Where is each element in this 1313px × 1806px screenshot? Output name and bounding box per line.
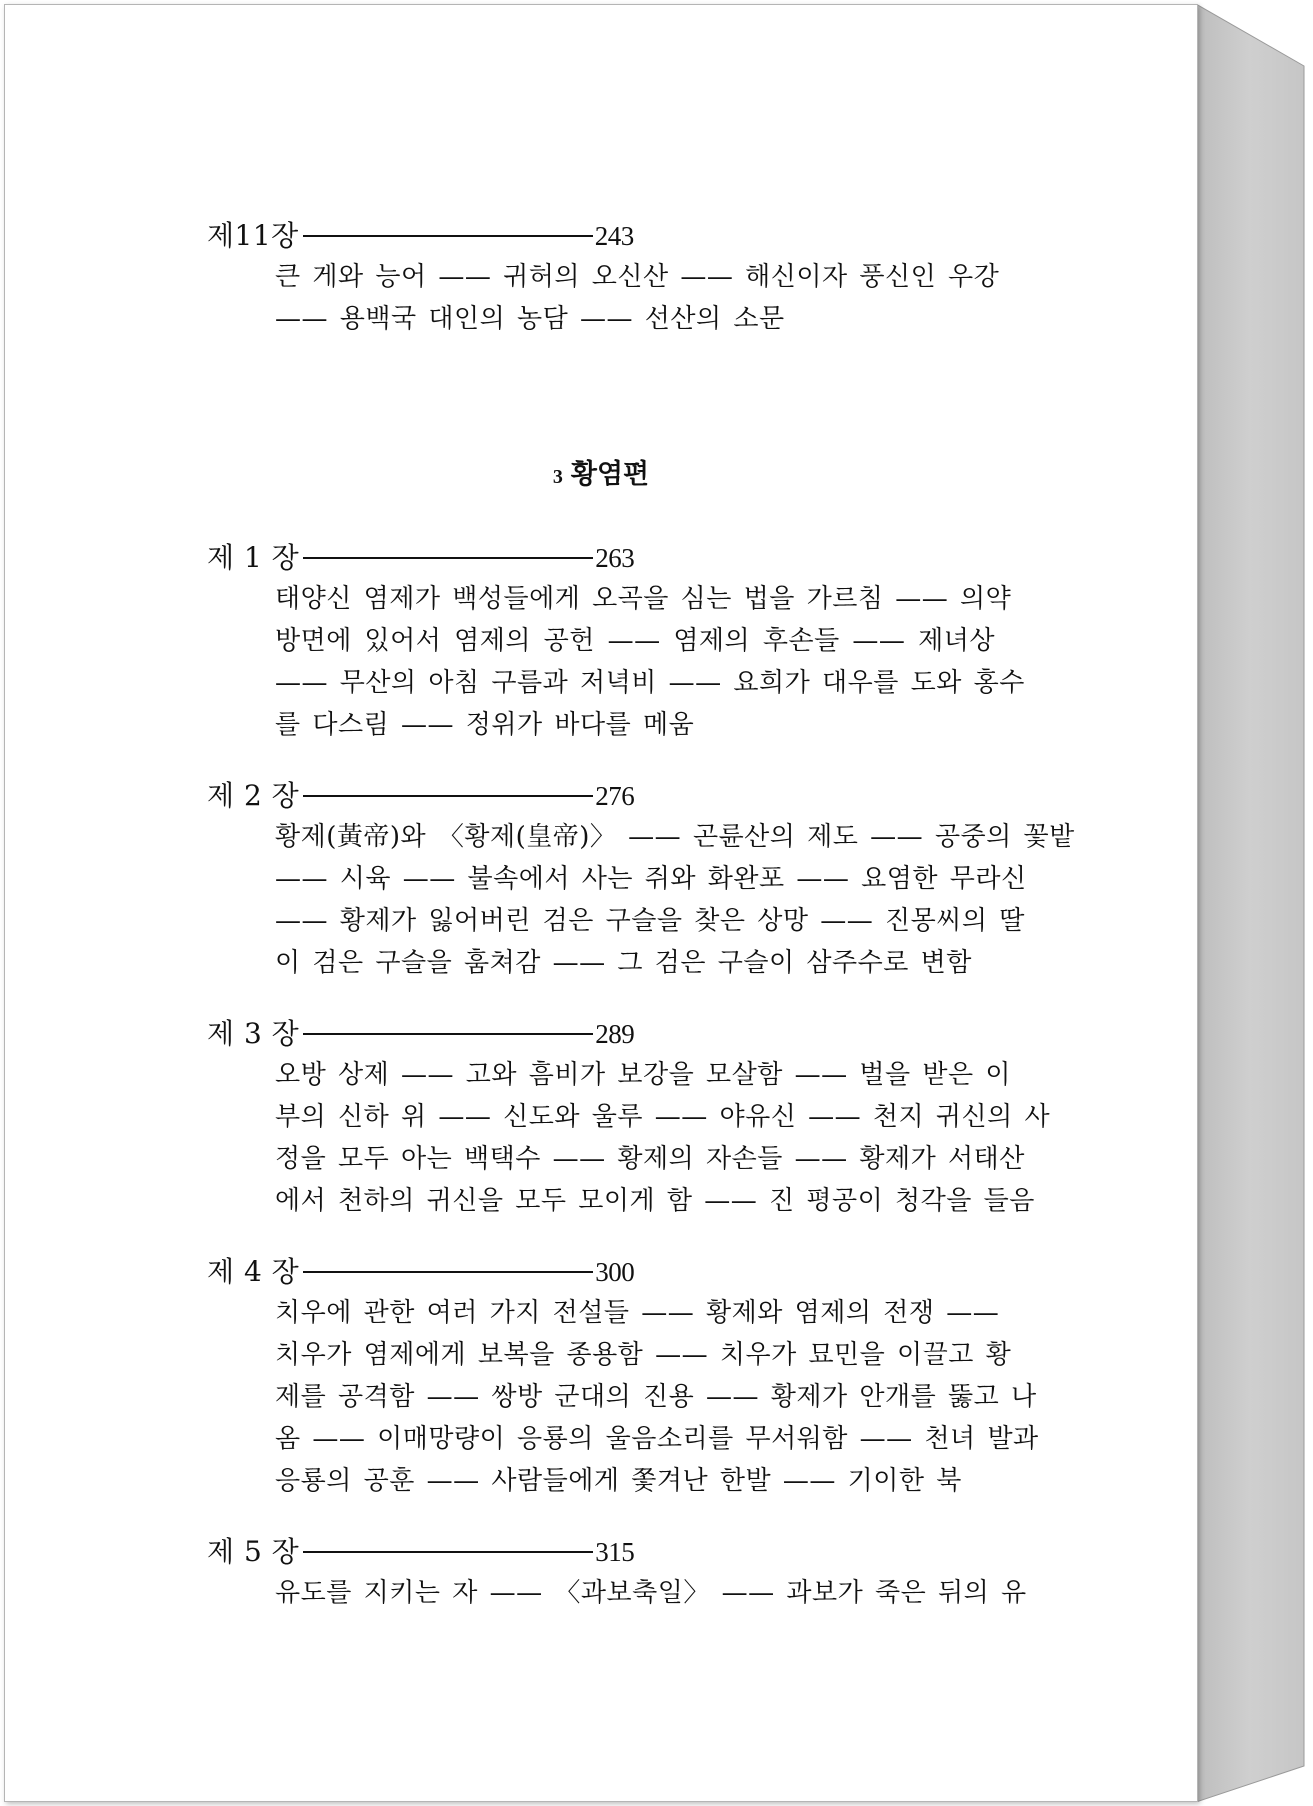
chapter-page-number: 300 xyxy=(595,1257,635,1287)
toc-chapter-11 xyxy=(207,216,1007,340)
toc-chapter-5 xyxy=(207,1532,1027,1614)
toc-chapter-4 xyxy=(207,1252,1039,1502)
chapter-summary-line: 황제(黃帝)와 〈황제(皇帝)〉 —— 곤륜산의 제도 —— 공중의 꽃밭 xyxy=(275,822,1075,852)
chapter-summary-line: —— 황제가 잃어버린 검은 구슬을 찾은 상망 —— 진몽씨의 딸 xyxy=(275,906,1025,936)
leader-line xyxy=(303,235,593,237)
chapter-summary-line: 정을 모두 아는 백택수 —— 황제의 자손들 —— 황제가 서태산 xyxy=(275,1144,1025,1174)
toc-chapter-1 xyxy=(207,538,1025,746)
chapter-summary-line: 치우가 염제에게 보복을 종용함 —— 치우가 묘민을 이끌고 황 xyxy=(275,1340,1012,1370)
chapter-heading xyxy=(207,1532,1007,1572)
chapter-label: 제 2 장 xyxy=(207,779,300,812)
chapter-summary-line: 태양신 염제가 백성들에게 오곡을 심는 법을 가르침 —— 의약 xyxy=(275,584,1012,614)
chapter-summary-line: 오방 상제 —— 고와 흠비가 보강을 모살함 —— 벌을 받은 이 xyxy=(275,1060,1011,1090)
leader-line xyxy=(303,1551,593,1553)
chapter-summary-line: 옴 —— 이매망량이 응룡의 울음소리를 무서워함 —— 천녀 발과 xyxy=(275,1424,1039,1454)
chapter-heading xyxy=(207,1014,1007,1054)
chapter-heading xyxy=(207,776,1007,816)
book-page xyxy=(4,4,1198,1802)
chapter-page-number: 315 xyxy=(595,1537,635,1567)
toc-chapter-2 xyxy=(207,776,1075,984)
chapter-summary-line: 응룡의 공훈 —— 사람들에게 쫓겨난 한발 —— 기이한 북 xyxy=(275,1466,962,1496)
chapter-summary-line: 를 다스림 —— 정위가 바다를 메움 xyxy=(275,710,695,740)
chapter-summary-line: 유도를 지키는 자 —— 〈과보축일〉 —— 과보가 죽은 뒤의 유 xyxy=(275,1578,1027,1608)
chapter-summary-line: —— 용백국 대인의 농담 —— 선산의 소문 xyxy=(275,304,785,334)
chapter-label: 제11장 xyxy=(207,219,299,252)
toc-chapter-3 xyxy=(207,1014,1051,1222)
chapter-page-number: 243 xyxy=(594,221,634,251)
chapter-summary-line: 이 검은 구슬을 훔쳐감 —— 그 검은 구슬이 삼주수로 변함 xyxy=(275,948,972,978)
chapter-page-number: 263 xyxy=(595,543,635,573)
chapter-summary-line: 치우에 관한 여러 가지 전설들 —— 황제와 염제의 전쟁 —— xyxy=(275,1298,1000,1328)
chapter-label: 제 5 장 xyxy=(207,1535,300,1568)
chapter-summary-line: 제를 공격함 —— 쌍방 군대의 진용 —— 황제가 안개를 뚫고 나 xyxy=(275,1382,1037,1412)
section-number: 3 xyxy=(552,466,563,488)
table-of-contents xyxy=(5,5,1197,1801)
chapter-label: 제 1 장 xyxy=(207,541,300,574)
section-title xyxy=(5,455,1197,495)
chapter-summary-line: —— 시육 —— 불속에서 사는 쥐와 화완포 —— 요염한 무라신 xyxy=(275,864,1027,894)
chapter-summary-line: —— 무산의 아침 구름과 저녁비 —— 요희가 대우를 도와 홍수 xyxy=(275,668,1025,698)
chapter-summary-line: 방면에 있어서 염제의 공헌 —— 염제의 후손들 —— 제녀상 xyxy=(275,626,995,656)
chapter-heading xyxy=(207,538,1007,578)
chapter-summary-line: 에서 천하의 귀신을 모두 모이게 함 —— 진 평공이 청각을 들음 xyxy=(275,1186,1035,1216)
chapter-heading xyxy=(207,1252,1007,1292)
section-title-text: 황염편 xyxy=(570,459,650,490)
chapter-summary-line: 부의 신하 위 —— 신도와 울루 —— 야유신 —— 천지 귀신의 사 xyxy=(275,1102,1051,1132)
chapter-page-number: 276 xyxy=(595,781,635,811)
chapter-label: 제 4 장 xyxy=(207,1255,300,1288)
chapter-label: 제 3 장 xyxy=(207,1017,300,1050)
leader-line xyxy=(303,1033,593,1035)
book-side-edge xyxy=(1196,4,1306,1802)
chapter-page-number: 289 xyxy=(595,1019,635,1049)
leader-line xyxy=(303,795,593,797)
leader-line xyxy=(303,557,593,559)
leader-line xyxy=(303,1271,593,1273)
chapter-summary-line: 큰 게와 능어 —— 귀허의 오신산 —— 해신이자 풍신인 우강 xyxy=(275,262,1000,292)
chapter-heading xyxy=(207,216,1007,256)
